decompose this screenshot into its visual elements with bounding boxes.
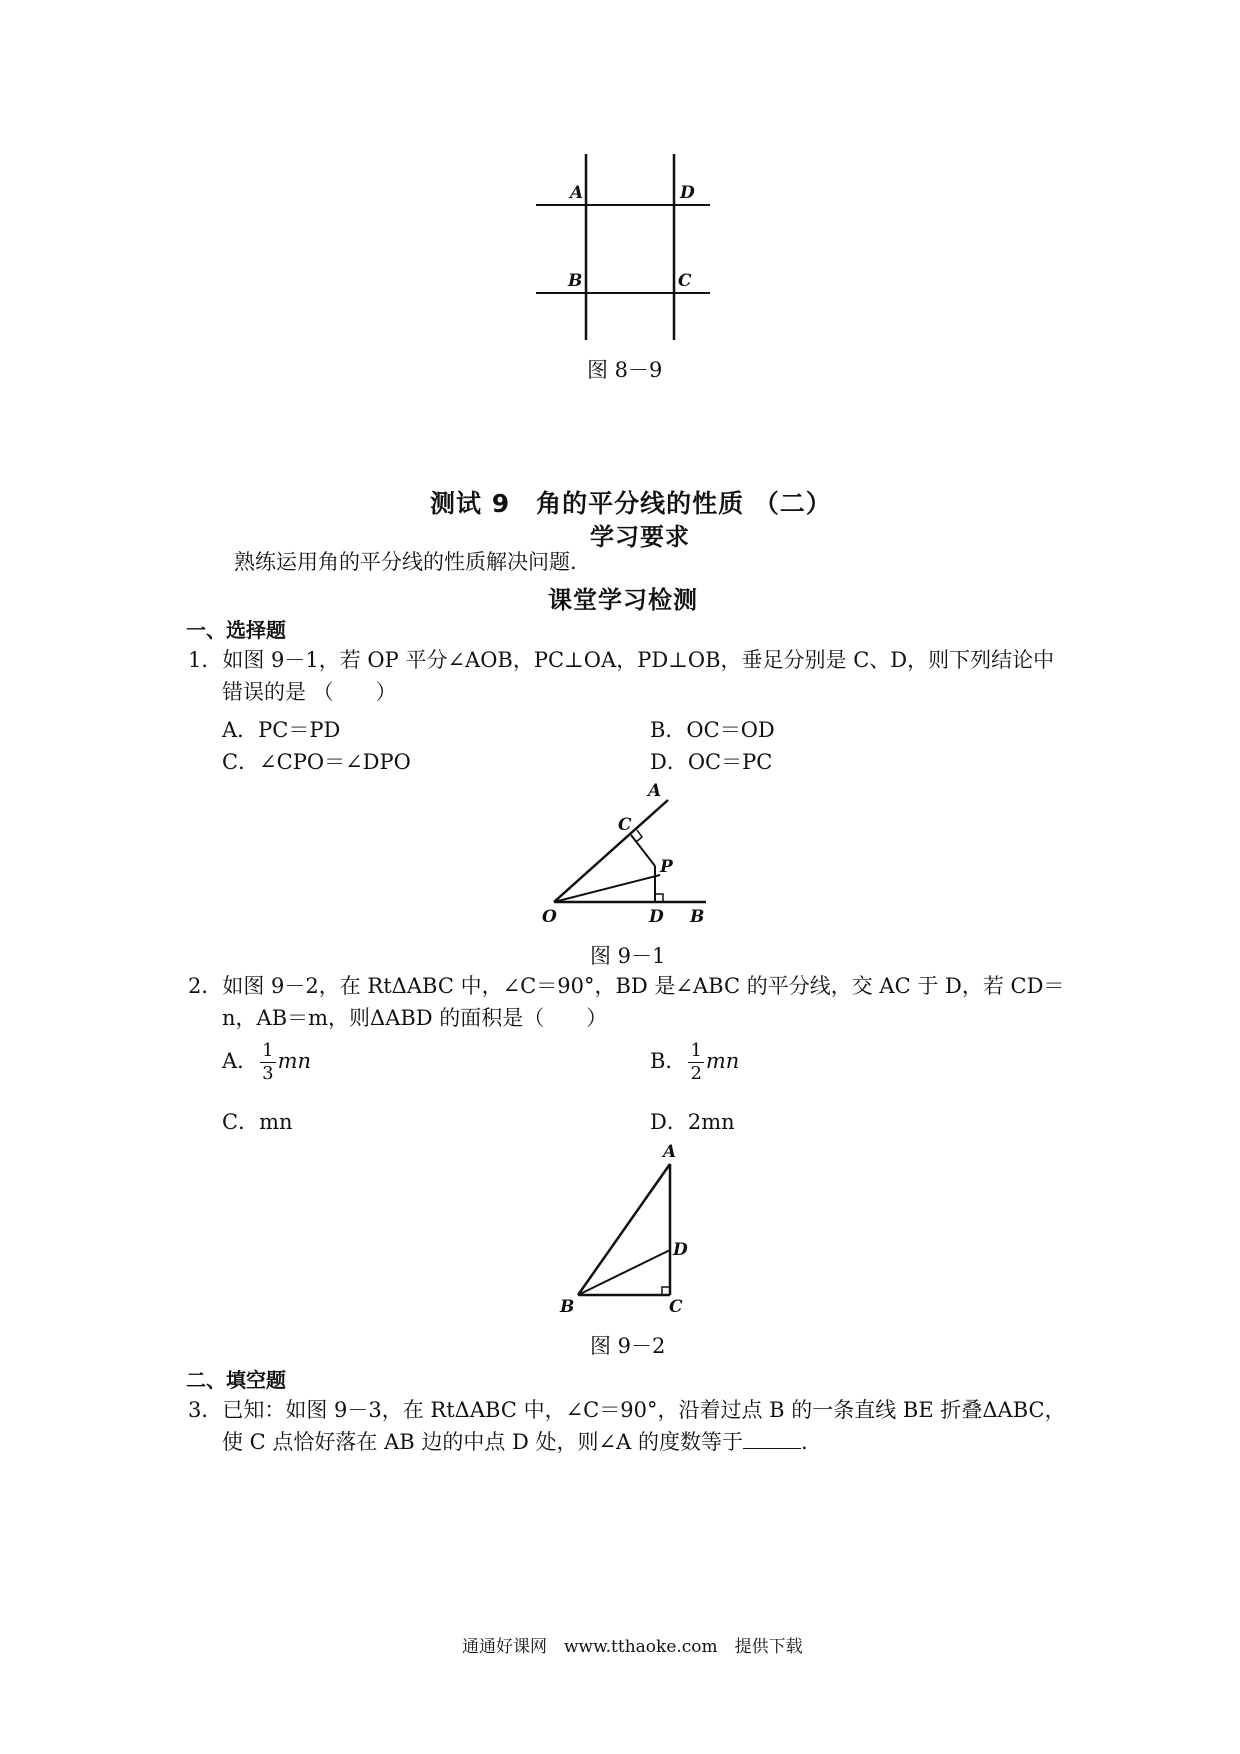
question-2-option-a — [222, 1040, 311, 1085]
label-D: D — [680, 183, 695, 203]
label-A: A — [570, 183, 584, 203]
figure-8-9 — [530, 150, 730, 345]
right-angle-mark-C — [636, 830, 642, 842]
question-1-option-a: A．PC＝PD — [222, 718, 341, 742]
figure-8-9-caption: 图 8－9 — [587, 358, 663, 382]
option-a-prefix: A． — [222, 1049, 259, 1073]
question-3-line-1: 3．已知：如图 9－3，在 RtΔABC 中，∠C＝90°，沿着过点 B 的一条直线 BE 折叠ΔABC， — [188, 1398, 1066, 1422]
figure-9-1-diagram — [530, 780, 720, 930]
fraction-one-third: $\frac{1}{3}$ — [262, 1040, 274, 1084]
segment-PC — [631, 835, 655, 866]
label-B: B — [568, 271, 583, 291]
option-b-variable: mn — [705, 1049, 740, 1073]
question-3-line-2-text: 使 C 点恰好落在 AB 边的中点 D 处，则∠A 的度数等于 — [222, 1430, 743, 1454]
label-C: C — [669, 1297, 683, 1317]
figure-9-2-diagram — [555, 1140, 695, 1320]
question-2-line-1: 2．如图 9－2，在 RtΔABC 中，∠C＝90°，BD 是∠ABC 的平分线，交 AC 于 D，若 CD＝ — [188, 974, 1065, 998]
label-C: C — [678, 271, 692, 291]
option-b-prefix: B． — [650, 1049, 687, 1073]
question-2-option-d: D．2mn — [650, 1110, 735, 1134]
option-a-variable: mn — [277, 1049, 312, 1073]
fraction-one-half: $\frac{1}{2}$ — [690, 1040, 702, 1084]
question-1-option-c: C．∠CPO＝∠DPO — [222, 750, 411, 774]
requirements-heading: 学习要求 — [590, 523, 690, 551]
label-A: A — [648, 781, 662, 801]
label-P: P — [660, 857, 673, 877]
question-1-line-2: 错误的是 （ ） — [222, 680, 397, 704]
question-1-line-1: 1．如图 9－1，若 OP 平分∠AOB，PC⊥OA，PD⊥OB，垂足分别是 C、D，则下列结论中 — [188, 648, 1055, 672]
label-D: D — [673, 1240, 688, 1260]
side-AB — [578, 1164, 670, 1295]
answer-blank[interactable] — [743, 1430, 801, 1449]
question-3-line-2 — [222, 1426, 808, 1458]
question-2-option-b — [650, 1040, 739, 1085]
figure-8-9-diagram — [530, 150, 730, 345]
footer-source: 通通好课网 www.tthaoke.com 提供下载 — [462, 1637, 803, 1657]
section-fill-in-blank: 二、填空题 — [186, 1368, 286, 1392]
bisector-BD — [578, 1250, 670, 1295]
figure-9-2-caption: 图 9－2 — [590, 1334, 666, 1358]
label-B: B — [560, 1297, 575, 1317]
figure-9-1 — [530, 780, 720, 930]
classroom-heading: 课堂学习检测 — [548, 586, 698, 614]
section-multiple-choice: 一、选择题 — [186, 618, 286, 642]
label-A: A — [663, 1142, 677, 1162]
label-D: D — [649, 907, 664, 927]
label-C: C — [618, 815, 632, 835]
label-B: B — [690, 907, 705, 927]
label-O: O — [542, 907, 557, 927]
question-2-option-c: C．mn — [222, 1110, 293, 1134]
question-1-option-d: D．OC＝PC — [650, 750, 773, 774]
figure-9-2 — [555, 1140, 695, 1320]
test-title: 测试 9 角的平分线的性质 （二） — [430, 489, 832, 518]
figure-9-1-caption: 图 9－1 — [590, 944, 666, 968]
requirements-text: 熟练运用角的平分线的性质解决问题. — [234, 550, 577, 574]
question-3-end: . — [801, 1430, 808, 1454]
question-2-line-2: n，AB＝m，则ΔABD 的面积是（ ） — [222, 1006, 608, 1030]
question-1-option-b: B．OC＝OD — [650, 718, 775, 742]
